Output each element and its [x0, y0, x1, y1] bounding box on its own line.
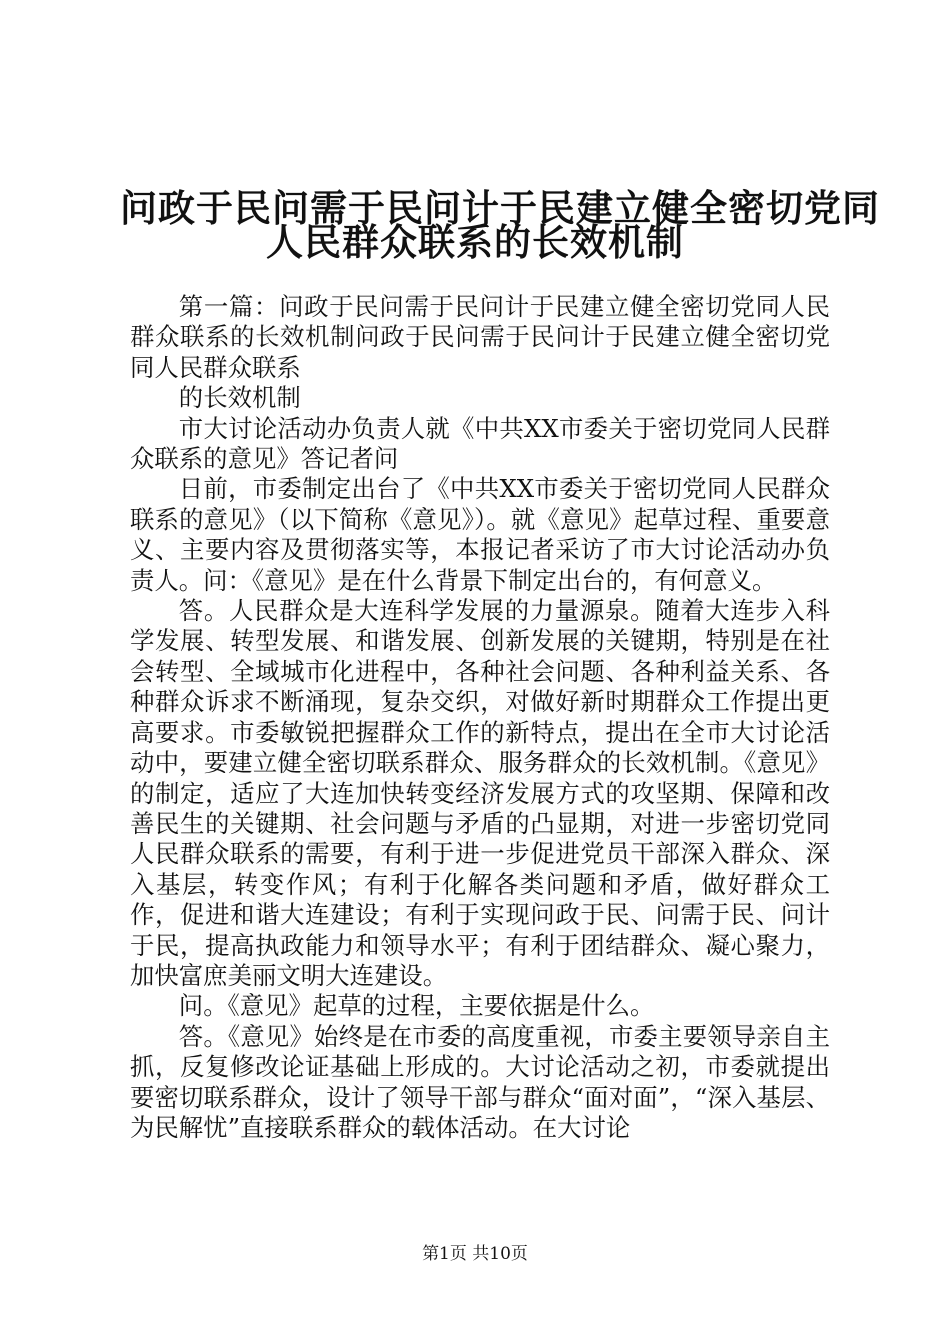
document-title-line-1: 问政于民问需于民问计于民建立健全密切党同: [120, 186, 880, 230]
paragraph: 日前，市委制定出台了《中共XX市委关于密切党同人民群众联系的意见》（以下简称《意见》）。就《意见》起草过程、重要意义、主要内容及贯彻落实等，本报记者采访了市大讨论活动办负责人。问：《意见》是在什么背景下制定出台的，有何意义。: [130, 474, 830, 595]
paragraph: 答。《意见》始终是在市委的高度重视，市委主要领导亲自主抓，反复修改论证基础上形成的。大讨论活动之初，市委就提出要密切联系群众，设计了领导干部与群众“面对面”，“深入基层、为民解忧”直接联系群众的载体活动。在大讨论: [130, 1021, 830, 1142]
paragraph: 答。人民群众是大连科学发展的力量源泉。随着大连步入科学发展、转型发展、和谐发展、创新发展的关键期，特别是在社会转型、全域城市化进程中，各种社会问题、各种利益关系、各种群众诉求不断涌现，复杂交织，对做好新时期群众工作提出更高要求。市委敏锐把握群众工作的新特点，提出在全市大讨论活动中，要建立健全密切联系群众、服务群众的长效机制。《意见》的制定，适应了大连加快转变经济发展方式的攻坚期、保障和改善民生的关键期、社会问题与矛盾的凸显期，对进一步密切党同人民群众联系的需要，有利于进一步促进党员干部深入群众、深入基层，转变作风；有利于化解各类问题和矛盾，做好群众工作，促进和谐大连建设；有利于实现问政于民、问需于民、问计于民，提高执政能力和领导水平；有利于团结群众、凝心聚力，加快富庶美丽文明大连建设。: [130, 596, 830, 990]
document-title-line-2: 人民群众联系的长效机制: [266, 220, 684, 264]
paragraph: 市大讨论活动办负责人就《中共XX市委关于密切党同人民群众联系的意见》答记者问: [130, 413, 830, 474]
paragraph: 第一篇：问政于民问需于民问计于民建立健全密切党同人民群众联系的长效机制问政于民问需于民问计于民建立健全密切党同人民群众联系: [130, 292, 830, 382]
paragraph: 问。《意见》起草的过程，主要依据是什么。: [178, 991, 655, 1021]
page-number-footer: 第1页 共10页: [422, 1244, 528, 1264]
paragraph: 的长效机制: [178, 383, 301, 413]
document-body: [130, 292, 830, 1143]
